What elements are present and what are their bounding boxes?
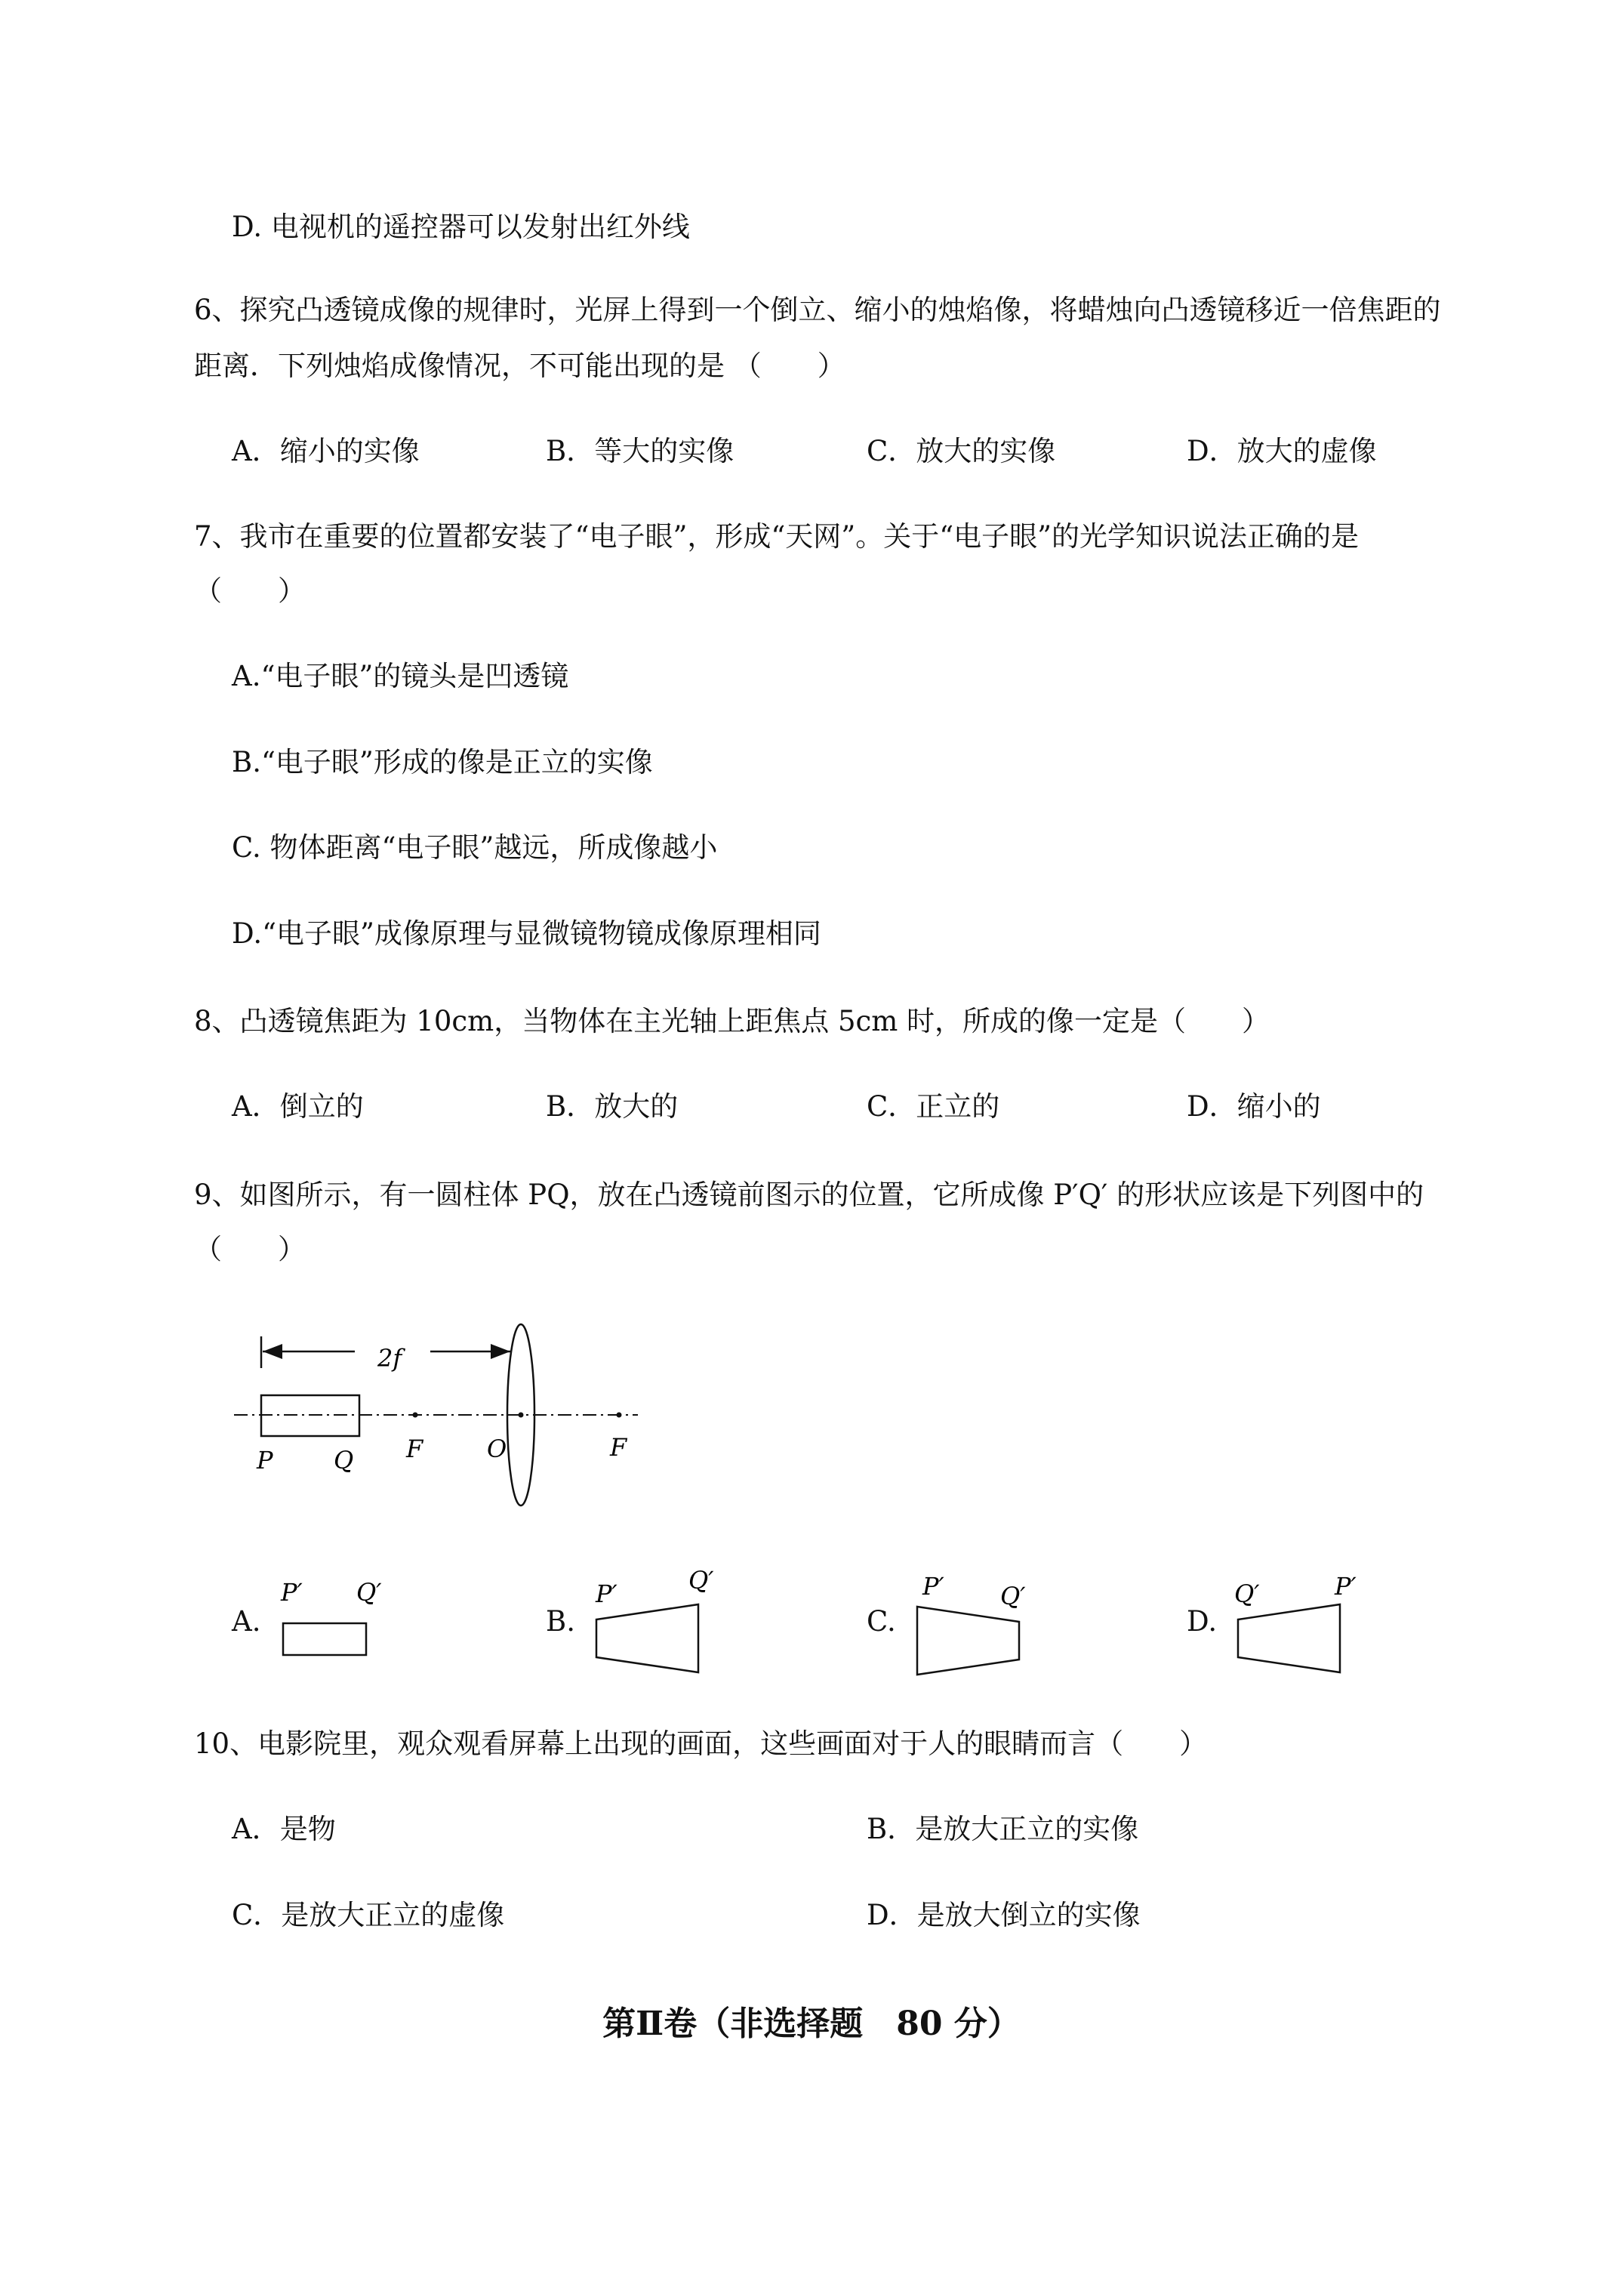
q9-lens-diagram [226,1314,649,1548]
image-trapezoid-b [596,1604,698,1672]
q7-stem-line2: （ ） [194,575,306,607]
image-trapezoid-d [1238,1604,1340,1672]
distance-arrowhead-left [263,1344,282,1359]
option-d-label-p: P′ [1335,1572,1357,1601]
option-a-label-q: Q′ [356,1578,382,1607]
focal-point-left [413,1413,418,1418]
option-b-label-q: Q′ [688,1566,714,1595]
q7-stem-line1: 7、我市在重要的位置都安装了“电子眼”，形成“天网”。关于“电子眼”的光学知识说法正确的是 [194,520,1360,553]
q6-stem-line1: 6、探究凸透镜成像的规律时，光屏上得到一个倒立、缩小的烛焰像，将蜡烛向凸透镜移近一倍焦距的 [194,294,1441,326]
option-b-label-p: P′ [596,1579,617,1608]
q10-option-a: A．是物 [232,1813,336,1845]
label-f-right: F [610,1433,627,1462]
q9-option-b-letter: B. [546,1605,575,1638]
distance-label: 2f [377,1344,402,1373]
q8-option-b: B．放大的 [546,1090,679,1123]
q7-option-d: D.“电子眼”成像原理与显微镜物镜成像原理相同 [232,917,821,950]
image-rect-a [283,1623,366,1655]
option-c-label-p: P′ [922,1572,944,1601]
q5-option-d: D. 电视机的遥控器可以发射出红外线 [232,211,690,243]
q7-option-a: A.“电子眼”的镜头是凹透镜 [232,660,569,692]
q9-option-d-shape [1227,1563,1378,1684]
q9-option-d-letter: D. [1187,1605,1218,1638]
q7-option-b: B.“电子眼”形成的像是正立的实像 [232,746,653,778]
q9-stem-line2: （ ） [194,1233,306,1265]
q8-option-d: D．缩小的 [1187,1090,1321,1123]
q8-option-c: C．正立的 [867,1090,1000,1123]
label-f-left: F [406,1435,423,1463]
q9-option-c-letter: C. [867,1605,896,1638]
q10-option-c: C．是放大正立的虚像 [232,1899,505,1931]
option-a-label-p: P′ [281,1578,303,1607]
distance-arrowhead-right [491,1344,510,1359]
q9-option-a-shape [272,1570,400,1661]
label-p: P [257,1446,273,1475]
q8-stem: 8、凸透镜焦距为 10cm，当物体在主光轴上距焦点 5cm 时，所成的像一定是（ ） [194,1005,1270,1037]
image-trapezoid-c [917,1607,1019,1675]
q10-option-d: D．是放大倒立的实像 [867,1899,1141,1931]
q6-option-b: B．等大的实像 [546,435,735,467]
section-title: 第Ⅱ卷（非选择题 80 分） [602,2005,1021,2043]
q8-option-a: A．倒立的 [232,1090,364,1123]
option-d-label-q: Q′ [1234,1579,1260,1608]
q7-option-c: C. 物体距离“电子眼”越远，所成像越小 [232,831,718,864]
q6-option-c: C．放大的实像 [867,435,1056,467]
q10-stem: 10、电影院里，观众观看屏幕上出现的画面，这些画面对于人的眼睛而言（ ） [194,1727,1208,1760]
optical-center [519,1413,524,1418]
q6-option-a: A．缩小的实像 [232,435,420,467]
option-c-label-q: Q′ [1000,1582,1026,1610]
q9-option-c-shape [906,1563,1057,1684]
q9-option-a-letter: A. [232,1605,261,1638]
label-q: Q [334,1446,354,1475]
q10-option-b: B．是放大正立的实像 [867,1813,1139,1845]
label-o: O [487,1435,507,1463]
q6-stem-line2: 距离．下列烛焰成像情况，不可能出现的是 （ ） [194,350,845,382]
focal-point-right [617,1413,622,1418]
q9-stem-line1: 9、如图所示，有一圆柱体 PQ，放在凸透镜前图示的位置，它所成像 P′Q′ 的形状应该是下列图中的 [194,1179,1424,1211]
q9-option-b-shape [585,1563,736,1676]
q6-option-d: D．放大的虚像 [1187,435,1377,467]
